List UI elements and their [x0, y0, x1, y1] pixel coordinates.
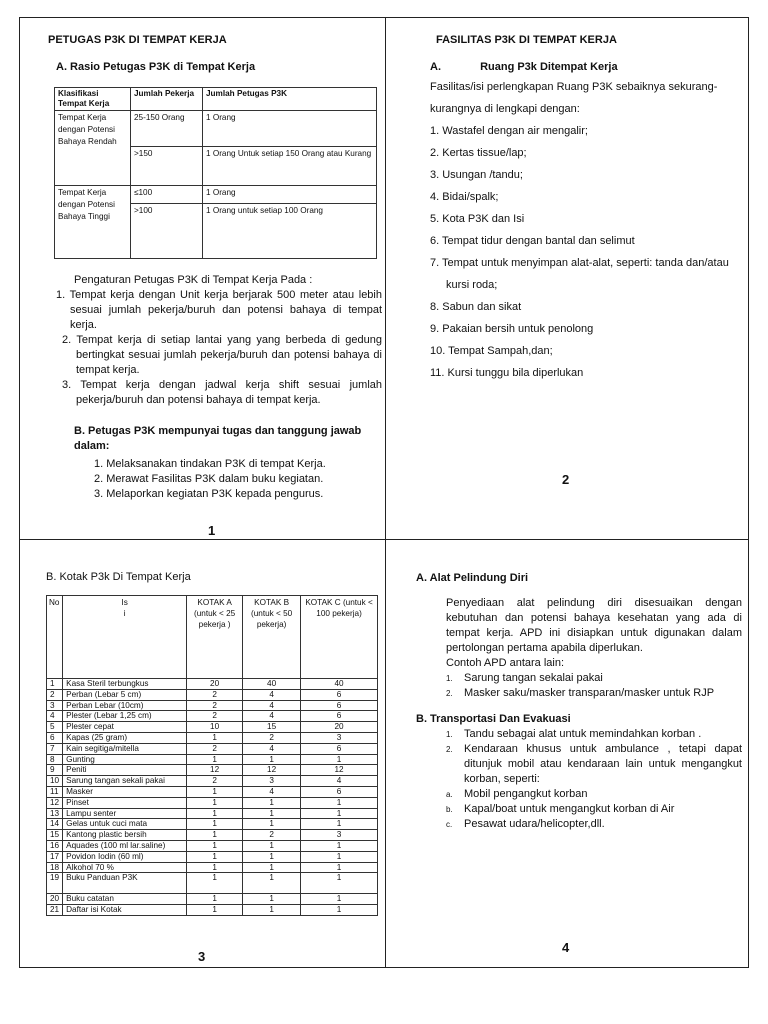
- klasifikasi-rendah: Tempat Kerja dengan Potensi Bahaya Rendah: [55, 111, 131, 186]
- row-no-cell: 17: [47, 851, 63, 862]
- list-item: 1. Tempat kerja dengan Unit kerja berjarak 500 meter atau lebih sesuai jumlah pekerja/buruh dan potensi bahaya di tempat kerja.: [56, 289, 382, 331]
- row-kotak-b-cell: 4: [243, 711, 301, 722]
- row-kotak-c-cell: 6: [301, 700, 378, 711]
- table-row: [47, 851, 378, 862]
- facility-list: [430, 120, 740, 384]
- row-kotak-a-cell: 20: [187, 679, 243, 690]
- row-kotak-b-cell: 1: [243, 840, 301, 851]
- list-marker: a.: [446, 790, 453, 799]
- page1-section-b: B. Petugas P3K mempunyai tugas dan tanggung jawab dalam:: [74, 425, 362, 452]
- page-number-2: 2: [562, 472, 570, 487]
- row-kotak-c-cell: 1: [301, 894, 378, 905]
- row-kotak-b-cell: 1: [243, 905, 301, 916]
- row-kotak-c-cell: 6: [301, 743, 378, 754]
- row-kotak-a-cell: 1: [187, 894, 243, 905]
- row-item-cell: Pinset: [63, 797, 187, 808]
- regulation-block: [38, 273, 382, 408]
- table-row: [47, 830, 378, 841]
- row-item-cell: Plester cepat: [63, 722, 187, 733]
- row-kotak-b-cell: 4: [243, 689, 301, 700]
- row-item-cell: Plester (Lebar 1,25 cm): [63, 711, 187, 722]
- row-kotak-a-cell: 1: [187, 851, 243, 862]
- row-kotak-a-cell: 2: [187, 700, 243, 711]
- row-kotak-a-cell: 2: [187, 711, 243, 722]
- row-kotak-a-cell: 12: [187, 765, 243, 776]
- list-marker: 1.: [446, 674, 453, 683]
- petugas-cell: 1 Orang untuk setiap 100 Orang: [203, 204, 377, 259]
- row-kotak-a-cell: 1: [187, 786, 243, 797]
- list-marker: 2.: [446, 689, 453, 698]
- row-item-cell: Perban (Lebar 5 cm): [63, 689, 187, 700]
- task-list: [94, 457, 382, 502]
- list-item: 2. Tempat kerja di setiap lantai yang yang berbeda di gedung bertingkat sesuai jumlah pekerja/buruh dan potensi bahaya di tempat kerja.: [62, 334, 382, 376]
- row-kotak-b-cell: 1: [243, 851, 301, 862]
- row-item-cell: Sarung tangan sekali pakai: [63, 776, 187, 787]
- row-kotak-c-cell: 1: [301, 840, 378, 851]
- pekerja-cell: >150: [131, 147, 203, 186]
- list-item: 6. Tempat tidur dengan bantal dan selimut: [430, 235, 635, 247]
- pekerja-cell: ≤100: [131, 186, 203, 204]
- list-text: Pesawat udara/helicopter,dll.: [464, 818, 605, 830]
- list-item: 1. Wastafel dengan air mengalir;: [430, 125, 588, 137]
- list-text: Masker saku/masker transparan/masker untuk RJP: [464, 687, 715, 699]
- header-jumlah-pekerja: Jumlah Pekerja: [131, 88, 203, 111]
- ratio-table-header: [55, 88, 377, 111]
- page1-section-a: A. Rasio Petugas P3K di Tempat Kerja: [56, 61, 256, 73]
- row-item-cell: Aquades (100 ml lar.saline): [63, 840, 187, 851]
- row-no-cell: 9: [47, 765, 63, 776]
- table-row: [47, 873, 378, 894]
- list-text: Kendaraan khusus untuk ambulance , tetapi dapat ditunjuk mobil atau kendaraan lain untuk mengangkut korban, seperti:: [464, 743, 742, 785]
- row-kotak-c-cell: 4: [301, 776, 378, 787]
- list-text: Tandu sebagai alat untuk memindahkan korban .: [464, 728, 702, 740]
- row-no-cell: 16: [47, 840, 63, 851]
- row-no-cell: 2: [47, 689, 63, 700]
- row-kotak-b-cell: 1: [243, 862, 301, 873]
- list-item: 8. Sabun dan sikat: [430, 301, 522, 313]
- row-item-cell: Gelas untuk cuci mata: [63, 819, 187, 830]
- row-item-cell: Buku catatan: [63, 894, 187, 905]
- page3-section-b: B. Kotak P3k Di Tempat Kerja: [46, 571, 191, 583]
- row-item-cell: Lampu senter: [63, 808, 187, 819]
- row-kotak-b-cell: 1: [243, 873, 301, 894]
- row-item-cell: Gunting: [63, 754, 187, 765]
- list-item: [446, 802, 742, 817]
- list-item: [446, 787, 742, 802]
- table-row: [47, 840, 378, 851]
- row-item-cell: Kantong plastic bersih: [63, 830, 187, 841]
- row-no-cell: 15: [47, 830, 63, 841]
- row-kotak-b-cell: 4: [243, 786, 301, 797]
- row-kotak-a-cell: 1: [187, 732, 243, 743]
- apd-description: Penyediaan alat pelindung diri disesuaikan dengan kebutuhan dan potensi bahaya kesehatan yang ada di tempat kerja. APD ini disiapkan untuk digunakan dalam pertolongan pertama apabila diperlukan.: [446, 597, 742, 654]
- row-no-cell: 18: [47, 862, 63, 873]
- page2-section-a: [430, 61, 740, 73]
- row-item-cell: Kasa Steril terbungkus: [63, 679, 187, 690]
- row-kotak-c-cell: 6: [301, 689, 378, 700]
- page4-section-b: B. Transportasi Dan Evakuasi: [416, 713, 571, 725]
- row-kotak-a-cell: 2: [187, 776, 243, 787]
- row-kotak-b-cell: 40: [243, 679, 301, 690]
- row-kotak-c-cell: 1: [301, 905, 378, 916]
- row-item-cell: Buku Panduan P3K: [63, 873, 187, 894]
- row-no-cell: 10: [47, 776, 63, 787]
- panel-2: [400, 26, 740, 536]
- row-kotak-b-cell: 1: [243, 808, 301, 819]
- list-marker: b.: [446, 805, 453, 814]
- row-kotak-a-cell: 1: [187, 754, 243, 765]
- row-kotak-c-cell: 6: [301, 711, 378, 722]
- row-kotak-a-cell: 2: [187, 689, 243, 700]
- row-no-cell: 6: [47, 732, 63, 743]
- row-item-cell: Alkohol 70 %: [63, 862, 187, 873]
- page2-section-a-letter: A.: [430, 61, 441, 73]
- row-no-cell: 3: [47, 700, 63, 711]
- header-no: No: [47, 596, 63, 679]
- list-text: Mobil pengangkut korban: [464, 788, 588, 800]
- ratio-table: [54, 87, 377, 259]
- page2-section-a-label: Ruang P3k Ditempat Kerja: [480, 61, 618, 73]
- list-text: Kapal/boat untuk mengangkut korban di Air: [464, 803, 675, 815]
- table-row: [47, 732, 378, 743]
- table-row: [47, 862, 378, 873]
- row-kotak-b-cell: 2: [243, 732, 301, 743]
- table-row: [47, 743, 378, 754]
- row-item-cell: Kapas (25 gram): [63, 732, 187, 743]
- list-item: 2. Merawat Fasilitas P3K dalam buku kegiatan.: [94, 473, 324, 485]
- list-item: [446, 686, 742, 701]
- table-row: [47, 711, 378, 722]
- header-isi: [63, 596, 187, 679]
- row-kotak-c-cell: 20: [301, 722, 378, 733]
- page1-title: PETUGAS P3K DI TEMPAT KERJA: [48, 34, 227, 46]
- list-item: 10. Tempat Sampah,dan;: [430, 345, 553, 357]
- row-no-cell: 7: [47, 743, 63, 754]
- box-table-body: [47, 679, 378, 916]
- list-item: 7. Tempat untuk menyimpan alat-alat, seperti: tanda dan/atau kursi roda;: [430, 257, 729, 291]
- row-no-cell: 1: [47, 679, 63, 690]
- list-item: 2. Kertas tissue/lap;: [430, 147, 527, 159]
- list-marker: c.: [446, 820, 453, 829]
- vertical-divider: [385, 17, 386, 968]
- list-item: 5. Kota P3K dan Isi: [430, 213, 525, 225]
- pekerja-cell: 25-150 Orang: [131, 111, 203, 147]
- row-kotak-b-cell: 2: [243, 830, 301, 841]
- header-isi-label: Is i: [121, 598, 128, 618]
- petugas-cell: 1 Orang Untuk setiap 150 Orang atau Kurang: [203, 147, 377, 186]
- row-no-cell: 5: [47, 722, 63, 733]
- table-row: [47, 679, 378, 690]
- row-kotak-b-cell: 1: [243, 894, 301, 905]
- row-kotak-c-cell: 1: [301, 819, 378, 830]
- list-item: 3. Usungan /tandu;: [430, 169, 523, 181]
- row-kotak-c-cell: 1: [301, 862, 378, 873]
- row-kotak-a-cell: 10: [187, 722, 243, 733]
- row-kotak-b-cell: 15: [243, 722, 301, 733]
- page-number-3: 3: [198, 949, 206, 964]
- row-kotak-a-cell: 1: [187, 797, 243, 808]
- header-kotak-b: KOTAK B (untuk < 50 pekerja): [243, 596, 301, 679]
- page-number-1: 1: [208, 523, 216, 538]
- header-kotak-c: KOTAK C (untuk < 100 pekerja): [301, 596, 378, 679]
- table-row: [47, 905, 378, 916]
- klasifikasi-tinggi: Tempat Kerja dengan Potensi Bahaya Tinggi: [55, 186, 131, 259]
- row-kotak-b-cell: 3: [243, 776, 301, 787]
- row-kotak-c-cell: 1: [301, 797, 378, 808]
- list-item: [446, 671, 742, 686]
- page4-section-a: A. Alat Pelindung Diri: [416, 572, 529, 584]
- row-item-cell: Masker: [63, 786, 187, 797]
- table-row: [47, 786, 378, 797]
- header-klasifikasi: Klasifikasi Tempat Kerja: [55, 88, 131, 111]
- table-row: [47, 808, 378, 819]
- table-row: [47, 689, 378, 700]
- petugas-cell: 1 Orang: [203, 186, 377, 204]
- table-row: [47, 754, 378, 765]
- row-kotak-a-cell: 1: [187, 808, 243, 819]
- row-kotak-c-cell: 6: [301, 786, 378, 797]
- horizontal-divider: [19, 539, 749, 540]
- table-row: [55, 111, 377, 147]
- row-kotak-c-cell: 40: [301, 679, 378, 690]
- row-kotak-a-cell: 1: [187, 819, 243, 830]
- row-item-cell: Povidon Iodin (60 ml): [63, 851, 187, 862]
- page2-title: FASILITAS P3K DI TEMPAT KERJA: [436, 34, 617, 46]
- row-kotak-c-cell: 1: [301, 873, 378, 894]
- row-kotak-c-cell: 3: [301, 830, 378, 841]
- table-row: [47, 776, 378, 787]
- row-item-cell: Daftar isi Kotak: [63, 905, 187, 916]
- row-no-cell: 14: [47, 819, 63, 830]
- apd-example-label: Contoh APD antara lain:: [446, 657, 565, 669]
- list-item: [446, 742, 742, 787]
- row-no-cell: 19: [47, 873, 63, 894]
- petugas-cell: 1 Orang: [203, 111, 377, 147]
- row-kotak-b-cell: 1: [243, 754, 301, 765]
- list-item: [446, 817, 742, 832]
- list-item: 3. Melaporkan kegiatan P3K kepada pengurus.: [94, 488, 324, 500]
- page-number-4: 4: [562, 940, 570, 955]
- list-text: Sarung tangan sekalai pakai: [464, 672, 603, 684]
- list-item: 3. Tempat kerja dengan jadwal kerja shift sesuai jumlah pekerja/buruh dan potensi bahaya di tempat kerja.: [62, 379, 382, 406]
- row-kotak-a-cell: 1: [187, 840, 243, 851]
- row-kotak-c-cell: 1: [301, 851, 378, 862]
- row-kotak-c-cell: 3: [301, 732, 378, 743]
- list-marker: 1.: [446, 730, 453, 739]
- transport-list: [446, 727, 742, 832]
- regulation-intro: Pengaturan Petugas P3K di Tempat Kerja Pada :: [74, 274, 313, 286]
- table-row: [47, 765, 378, 776]
- row-kotak-b-cell: 1: [243, 797, 301, 808]
- panel-1: [38, 26, 382, 536]
- row-kotak-a-cell: 1: [187, 862, 243, 873]
- list-item: 1. Melaksanakan tindakan P3K di tempat Kerja.: [94, 458, 326, 470]
- row-item-cell: Kain segitiga/mitella: [63, 743, 187, 754]
- row-item-cell: Perban Lebar (10cm): [63, 700, 187, 711]
- row-kotak-b-cell: 4: [243, 700, 301, 711]
- facility-intro: Fasilitas/isi perlengkapan Ruang P3K sebaiknya sekurang-kurangnya di lengkapi dengan:: [430, 81, 718, 115]
- row-no-cell: 4: [47, 711, 63, 722]
- row-kotak-b-cell: 1: [243, 819, 301, 830]
- apd-list: [446, 671, 742, 701]
- header-jumlah-petugas: Jumlah Petugas P3K: [203, 88, 377, 111]
- box-table-header: [47, 596, 378, 679]
- row-no-cell: 20: [47, 894, 63, 905]
- list-item: 4. Bidai/spalk;: [430, 191, 499, 203]
- list-item: [446, 727, 742, 742]
- row-kotak-c-cell: 1: [301, 808, 378, 819]
- row-no-cell: 21: [47, 905, 63, 916]
- list-item: 9. Pakaian bersih untuk penolong: [430, 323, 594, 335]
- table-row: [47, 722, 378, 733]
- row-kotak-c-cell: 12: [301, 765, 378, 776]
- first-aid-box-table: [46, 595, 378, 916]
- row-kotak-a-cell: 1: [187, 830, 243, 841]
- table-row: [47, 894, 378, 905]
- panel-3: [38, 562, 382, 966]
- row-no-cell: 11: [47, 786, 63, 797]
- row-item-cell: Peniti: [63, 765, 187, 776]
- row-no-cell: 12: [47, 797, 63, 808]
- list-marker: 2.: [446, 745, 453, 754]
- row-kotak-c-cell: 1: [301, 754, 378, 765]
- row-kotak-a-cell: 2: [187, 743, 243, 754]
- table-row: [47, 797, 378, 808]
- row-kotak-b-cell: 4: [243, 743, 301, 754]
- panel-4: [400, 562, 748, 966]
- row-kotak-a-cell: 1: [187, 873, 243, 894]
- row-no-cell: 8: [47, 754, 63, 765]
- table-row: [55, 186, 377, 204]
- header-kotak-a: KOTAK A (untuk < 25 pekerja ): [187, 596, 243, 679]
- row-kotak-b-cell: 12: [243, 765, 301, 776]
- table-row: [47, 819, 378, 830]
- pekerja-cell: >100: [131, 204, 203, 259]
- table-row: [47, 700, 378, 711]
- regulation-list: [38, 288, 382, 408]
- row-no-cell: 13: [47, 808, 63, 819]
- row-kotak-a-cell: 1: [187, 905, 243, 916]
- list-item: 11. Kursi tunggu bila diperlukan: [430, 367, 584, 379]
